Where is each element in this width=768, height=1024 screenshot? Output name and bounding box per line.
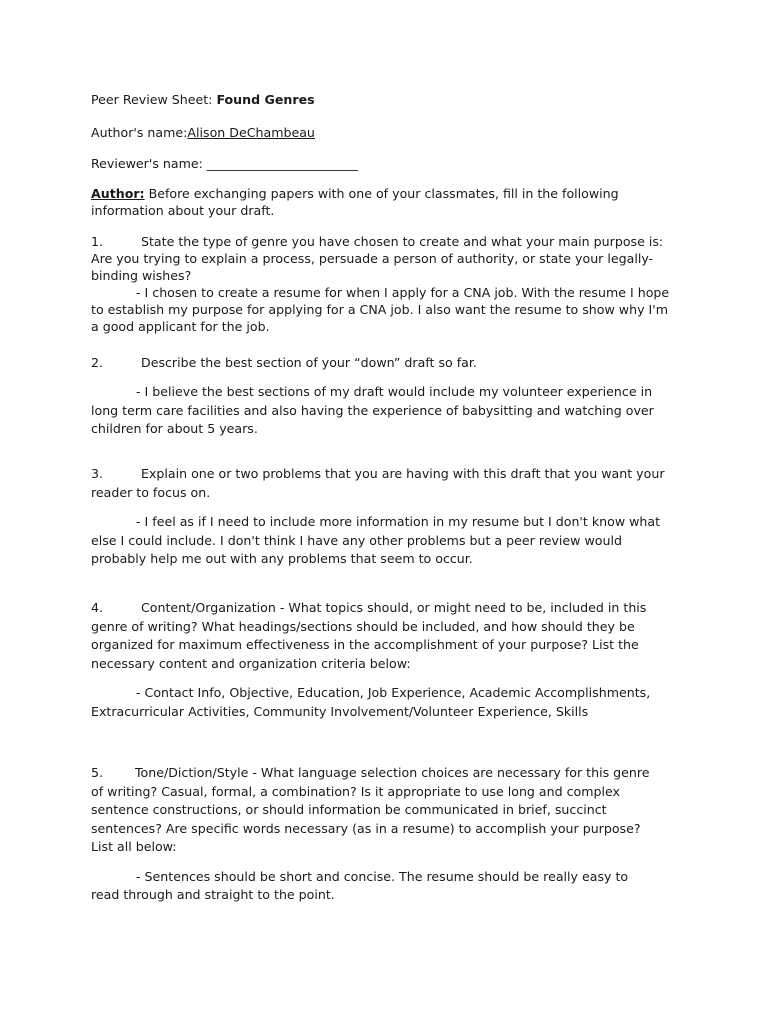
answer-text (91, 284, 679, 335)
title-prefix: Peer Review Sheet: (91, 92, 213, 107)
question-1 (91, 233, 679, 335)
answer-content: - I chosen to create a resume for when I apply for a CNA job. With the resume I hope to establish my purpose for applying for a CNA job. I also want the resume to show why I'm a good applicant for the job. (91, 285, 670, 334)
reviewer-name-line: Reviewer's name: ________________________ (91, 156, 358, 171)
question-3 (91, 465, 679, 569)
question-number: 3. (91, 466, 104, 481)
page-title (91, 91, 315, 108)
question-prompt (91, 354, 679, 371)
question-5 (91, 764, 679, 905)
question-prompt (91, 465, 666, 502)
question-text: Tone/Diction/Style - What language selection choices are necessary for this genre of writing? Casual, formal, a combination? Is it appropriate to use long and complex sentence constructions, or should information be communicated in brief, succinct sentences? Are specific words necessary (as in a resume) to accomplish your purpose? List all below: (91, 765, 650, 854)
question-4 (91, 599, 679, 721)
author-name-line (91, 124, 315, 141)
question-prompt (91, 233, 679, 284)
question-number: 5. (91, 765, 104, 780)
answer-text (91, 383, 677, 439)
intro-label: Author: (91, 186, 145, 201)
question-2 (91, 354, 679, 439)
question-prompt (91, 599, 651, 673)
question-text: Describe the best section of your “down” draft so far. (141, 355, 477, 370)
answer-content: - I believe the best sections of my draft would include my volunteer experience in long term care facilities and also having the experience of babysitting and watching over children for about 5 years. (91, 384, 654, 436)
author-label: Author's name: (91, 125, 188, 140)
answer-text (91, 513, 679, 569)
answer-content: - I feel as if I need to include more information in my resume but I don't know what else I could include. I don't think I have any other problems but a peer review would probably help me out with any problems that seem to occur. (91, 514, 661, 566)
question-number: 2. (91, 355, 104, 370)
author-name: Alison DeChambeau (187, 125, 315, 140)
answer-text (91, 868, 651, 905)
question-text: State the type of genre you have chosen to create and what your main purpose is: Are you trying to explain a process, persuade a person of authority, or state your legally-binding wishes? (91, 234, 664, 283)
question-prompt (91, 764, 651, 857)
question-text: Explain one or two problems that you are having with this draft that you want your reader to focus on. (91, 466, 665, 500)
intro-text: Before exchanging papers with one of your classmates, fill in the following information about your draft. (91, 186, 619, 218)
question-number: 1. (91, 234, 104, 249)
question-number: 4. (91, 600, 104, 615)
answer-content: - Contact Info, Objective, Education, Job Experience, Academic Accomplishments, Extracurricular Activities, Community Involvement/Volunteer Experience, Skills (91, 685, 651, 719)
answer-content: - Sentences should be short and concise. The resume should be really easy to read through and straight to the point. (91, 868, 629, 902)
intro-paragraph (91, 185, 651, 219)
answer-text (91, 684, 661, 721)
question-text: Content/Organization - What topics should, or might need to be, included in this genre of writing? What headings/sections should be included, and how should they be organized for maximum effectiveness in the accomplishment of your purpose? List the necessary content and organization criteria below: (91, 600, 647, 671)
title-bold: Found Genres (216, 92, 315, 107)
